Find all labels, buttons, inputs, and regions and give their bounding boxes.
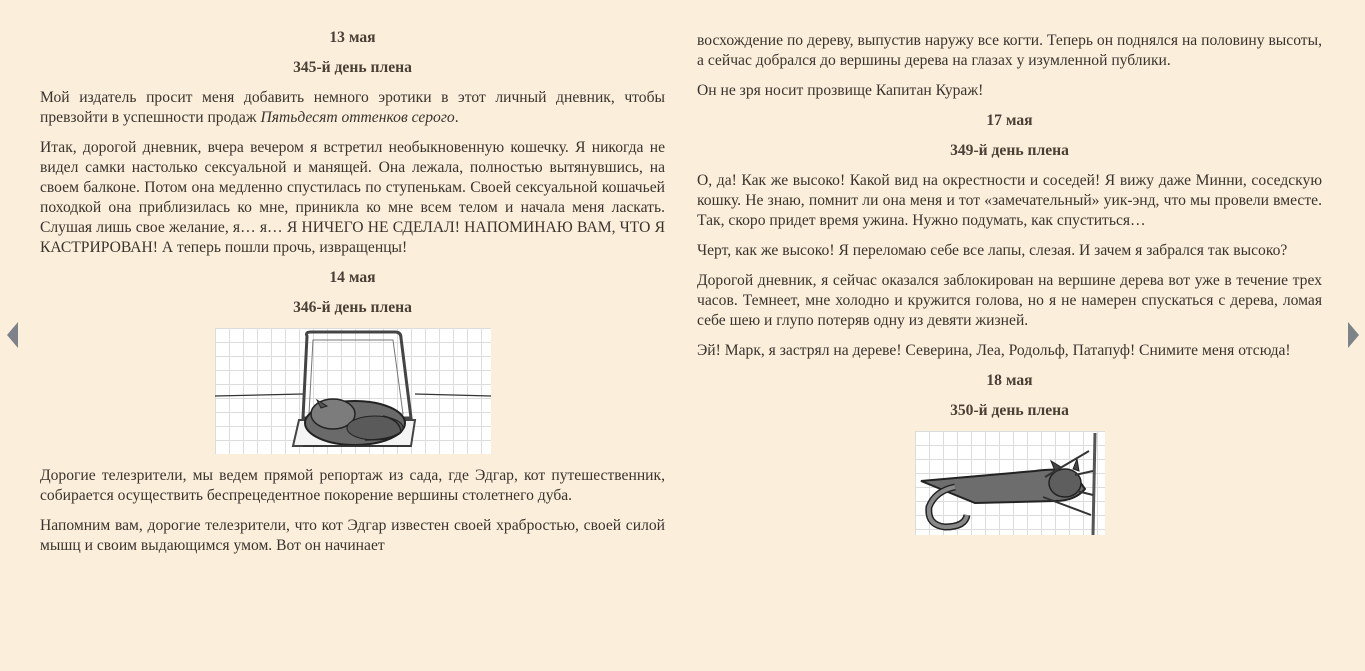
prev-page-arrow-icon[interactable] [7,322,18,348]
entry-paragraph: восхождение по дереву, выпустив наружу все когти. Теперь он поднялся на половину высоты, а сейчас добрался до вершины дерева на глазах у изумленной публики. [697,32,1322,69]
entry-paragraph: Напомним вам, дорогие телезрители, что кот Эдгар известен своей храбростью, своей силой мышц и своим выдающимся умом. Вот он начинает [40,517,665,554]
entry-date: 13 мая [329,29,376,46]
cat-on-laptop-illustration [215,328,491,454]
entry-day-title: 349-й день плена [950,142,1069,159]
entry-day-title: 345-й день плена [293,59,412,76]
entry-date: 17 мая [986,112,1033,129]
cat-hanging-illustration [915,431,1105,535]
paragraph-text: . [454,109,459,126]
entry-paragraph: Итак, дорогой дневник, вчера вечером я встретил необыкновенную кошечку. Я никогда не видел самки настолько сексуальной и манящей. Она лежала, полностью вытянувшись, на своем балконе. Потом она медленно спустилась по ступенькам. Своей сексуальной кошачьей походкой она приблизилась ко мне, приникла ко мне всем телом и начала меня ласкать. Слушая лишь свое желание, я… я… Я НИЧЕГО НЕ СДЕЛАЛ! НАПОМИНАЮ ВАМ, ЧТО Я КАСТРИРОВАН! А теперь пошли прочь, извращенцы! [40,139,665,256]
right-page-column [697,31,1322,547]
paragraph-text: Мой издатель просит меня добавить немного эротики в этот личный дневник, чтобы превзойти в успешности продаж [40,89,665,126]
next-page-arrow-icon[interactable] [1348,322,1359,348]
entry-paragraph: Эй! Марк, я застрял на дереве! Северина, Леа, Родольф, Патапуф! Снимите меня отсюда! [697,342,1291,359]
entry-day-title: 346-й день плена [293,299,412,316]
book-title: Пятьдесят оттенков серого [260,109,455,126]
entry-paragraph: Черт, как же высоко! Я переломаю себе все лапы, слезая. И зачем я забрался так высоко? [697,242,1288,259]
entry-paragraph: Дорогой дневник, я сейчас оказался заблокирован на вершине дерева вот уже в течение трех часов. Темнеет, мне холодно и кружится голова, но я не намерен спускаться с дерева, ломая себе шею и глупо потеряв одну из девяти жизней. [697,272,1322,329]
entry-paragraph [40,88,665,128]
entry-paragraph: Дорогие телезрители, мы ведем прямой репортаж из сада, где Эдгар, кот путешественник, собирается осуществить беспрецедентное покорение вершины столетнего дуба. [40,467,665,504]
entry-day-title: 350-й день плена [950,402,1069,419]
left-page-column [40,28,665,566]
entry-paragraph: О, да! Как же высоко! Какой вид на окрестности и соседей! Я вижу даже Минни, соседскую кошку. Не знаю, помнит ли она меня и тот «замечательный» уик-энд, что мы провели вместе. Так, скоро придет время ужина. Нужно подумать, как спуститься… [697,172,1322,229]
entry-date: 14 мая [329,269,376,286]
entry-date: 18 мая [986,372,1033,389]
entry-paragraph: Он не зря носит прозвище Капитан Кураж! [697,82,984,99]
